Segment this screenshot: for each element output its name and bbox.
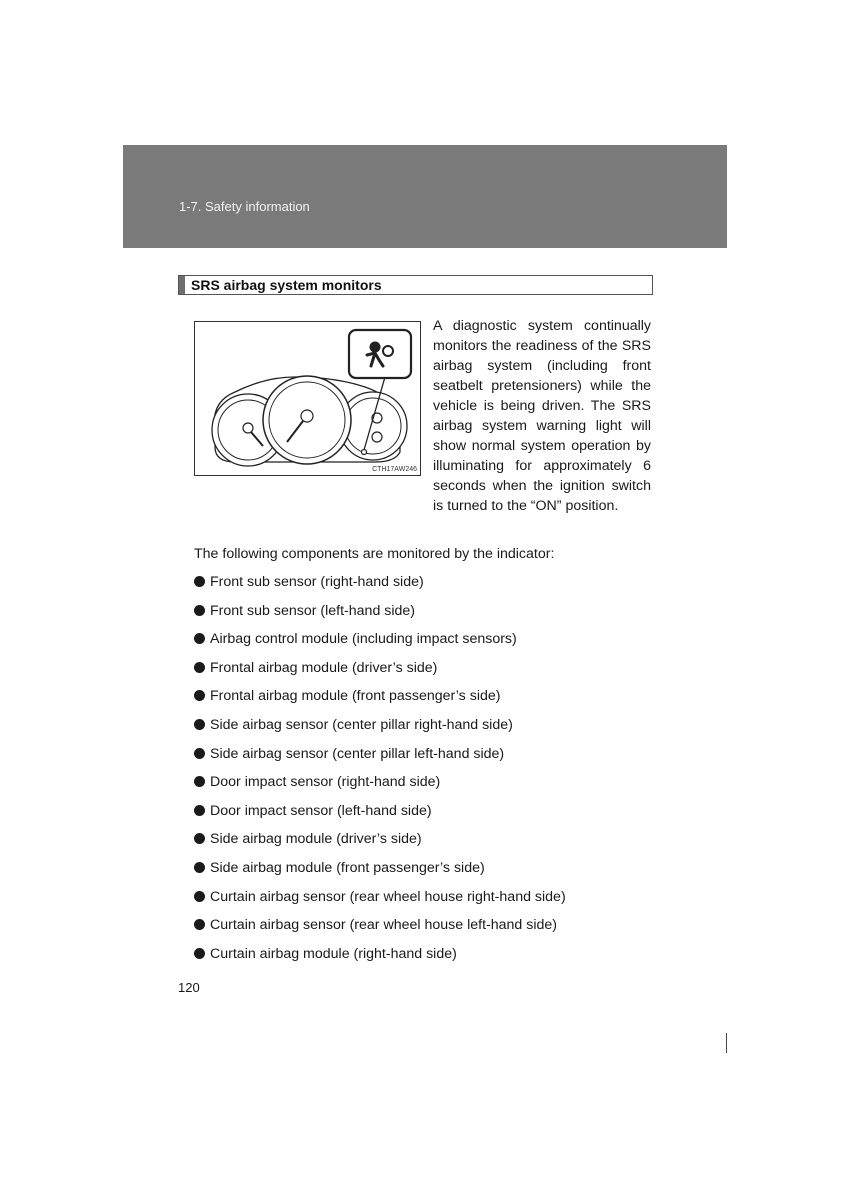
list-item-text: Side airbag module (front passenger’s side) [210, 859, 485, 876]
list-item-text: Airbag control module (including impact sensors) [210, 631, 517, 648]
intro-paragraph: A diagnostic system continually monitors the readiness of the SRS airbag system (including front seatbelt pretensioners) while the vehicle is being driven. The SRS airbag system warning light will show normal system operation by illuminating for approximately 6 seconds when the ignition switch is turned to the “ON” position. [433, 318, 651, 514]
list-item-text: Side airbag sensor (center pillar left-hand side) [210, 745, 505, 762]
list-item-text: Curtain airbag module (right-hand side) [210, 945, 457, 962]
instrument-cluster-figure [194, 321, 421, 476]
list-item [194, 801, 566, 830]
list-item [194, 829, 566, 858]
list-item-text: Front sub sensor (right-hand side) [210, 574, 424, 590]
list-item-text: Front sub sensor (left-hand side) [210, 602, 416, 619]
bullet-icon [194, 862, 205, 873]
header-notch [709, 145, 727, 165]
list-item-text: Side airbag sensor (center pillar right-hand side) [210, 716, 513, 733]
speedometer-gauge [263, 376, 351, 464]
list-item-text: Curtain airbag sensor (rear wheel house left-hand side) [210, 917, 557, 934]
list-item-text: Side airbag module (driver’s side) [210, 831, 422, 848]
chapter-section-title: 1-7. Safety information [179, 199, 310, 214]
bullet-icon [194, 776, 205, 787]
page-number: 120 [178, 980, 200, 995]
chapter-header-band [123, 145, 727, 248]
list-item [194, 944, 566, 973]
list-item [194, 658, 566, 687]
page-edge-tick [726, 1033, 727, 1053]
heading-marker [179, 276, 185, 294]
bullet-icon [194, 833, 205, 844]
list-item [194, 686, 566, 715]
section-heading [178, 275, 653, 295]
airbag-warning-callout [349, 330, 411, 378]
bullet-icon [194, 633, 205, 644]
list-item [194, 572, 566, 601]
list-item-text: Door impact sensor (left-hand side) [210, 802, 432, 819]
section-heading-text: SRS airbag system monitors [191, 277, 382, 293]
list-item [194, 858, 566, 887]
list-item [194, 601, 566, 630]
bullet-icon [194, 576, 205, 587]
figure-code: CTH17AW246 [372, 466, 417, 473]
bullet-icon [194, 605, 205, 616]
bullet-icon [194, 919, 205, 930]
list-item-text: Frontal airbag module (driver’s side) [210, 659, 438, 676]
list-item [194, 715, 566, 744]
warning-light-location [362, 450, 367, 455]
list-item [194, 915, 566, 944]
bullet-icon [194, 891, 205, 902]
bullet-icon [194, 948, 205, 959]
instrument-cluster-illustration [195, 322, 420, 475]
list-item [194, 772, 566, 801]
bullet-icon [194, 690, 205, 701]
list-item-text: Frontal airbag module (front passenger’s side) [210, 688, 501, 705]
list-item-text: Door impact sensor (right-hand side) [210, 774, 441, 791]
bullet-icon [194, 805, 205, 816]
list-intro: The following components are monitored by the indicator: [194, 546, 555, 562]
bullet-icon [194, 748, 205, 759]
monitored-components-list [194, 572, 566, 972]
list-item-text: Curtain airbag sensor (rear wheel house right-hand side) [210, 888, 566, 905]
list-item [194, 744, 566, 773]
bullet-icon [194, 719, 205, 730]
list-item [194, 629, 566, 658]
list-item [194, 887, 566, 916]
bullet-icon [194, 662, 205, 673]
